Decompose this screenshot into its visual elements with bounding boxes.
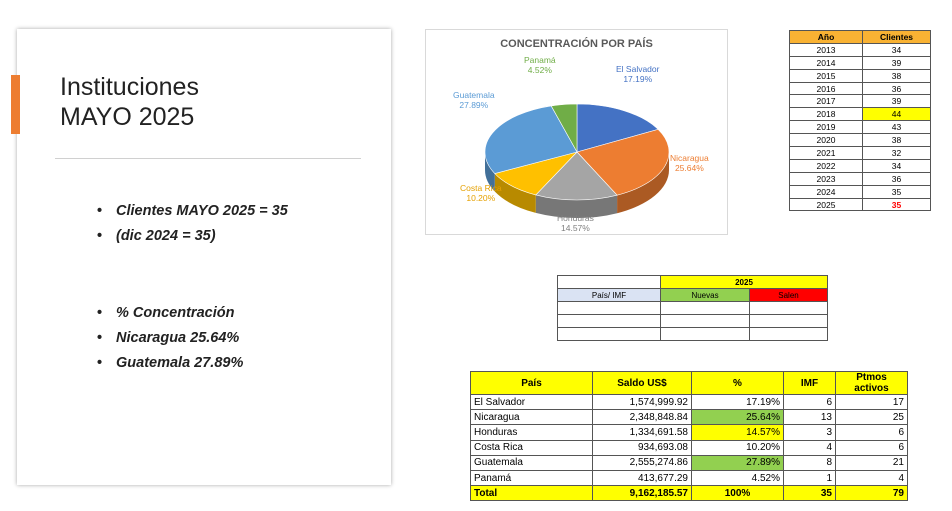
bullet-list-clients — [97, 203, 288, 253]
clients-cell: 38 — [863, 69, 931, 82]
table-row — [790, 172, 931, 185]
title-line-2: MAYO 2025 — [60, 103, 195, 131]
ptmos-cell: 6 — [836, 440, 908, 455]
pct-cell: 25.64% — [692, 410, 784, 425]
accent-bar — [11, 75, 20, 134]
saldo-cell: 2,555,274.86 — [593, 455, 692, 470]
saldo-cell: 1,574,999.92 — [593, 395, 692, 410]
table-row — [471, 425, 908, 440]
country-cell: El Salvador — [471, 395, 593, 410]
saldo-cell: 934,693.08 — [593, 440, 692, 455]
table-row — [558, 302, 828, 315]
year-cell: 2017 — [790, 95, 863, 108]
year-cell: 2019 — [790, 121, 863, 134]
pie-chart — [425, 29, 728, 235]
pie-label-costa-rica: Costa Rica 10.20% — [460, 183, 502, 203]
table-row — [558, 276, 828, 289]
table-row — [790, 147, 931, 160]
saldo-cell: 413,677.29 — [593, 470, 692, 485]
title-divider — [55, 158, 361, 159]
country-balance-table — [470, 371, 908, 501]
table-header-row — [790, 31, 931, 44]
table-row — [471, 395, 908, 410]
clients-cell: 34 — [863, 159, 931, 172]
imf-cell: 6 — [784, 395, 836, 410]
year-table-body — [790, 43, 931, 211]
imf-cell: 1 — [784, 470, 836, 485]
table-row — [790, 82, 931, 95]
column-header-salen: Salen — [750, 289, 828, 302]
total-label: Total — [471, 486, 593, 501]
column-header-pct: % — [692, 372, 784, 395]
pie-label-panama: Panamá 4.52% — [524, 55, 556, 75]
year-cell: 2020 — [790, 134, 863, 147]
column-header-year: Año — [790, 31, 863, 44]
total-imf: 35 — [784, 486, 836, 501]
clients-cell: 39 — [863, 56, 931, 69]
year-cell: 2013 — [790, 43, 863, 56]
clients-cell: 44 — [863, 108, 931, 121]
pct-cell: 14.57% — [692, 425, 784, 440]
imf-cell: 8 — [784, 455, 836, 470]
clients-cell: 36 — [863, 82, 931, 95]
table-row — [790, 121, 931, 134]
clients-cell: 39 — [863, 95, 931, 108]
year-cell: 2016 — [790, 82, 863, 95]
country-table-body — [471, 395, 908, 486]
country-cell: Guatemala — [471, 455, 593, 470]
bullet-list-concentration — [97, 305, 243, 380]
ptmos-cell: 17 — [836, 395, 908, 410]
pie-svg — [426, 30, 729, 236]
pie-label-el-salvador: El Salvador 17.19% — [616, 64, 660, 84]
year-header: 2025 — [661, 276, 828, 289]
country-cell: Panamá — [471, 470, 593, 485]
pie-label-nicaragua: Nicaragua 25.64% — [670, 153, 709, 173]
table-row — [558, 315, 828, 328]
table-row — [471, 440, 908, 455]
table-header-row — [558, 289, 828, 302]
column-header-saldo: Saldo US$ — [593, 372, 692, 395]
pct-cell: 10.20% — [692, 440, 784, 455]
table-row — [790, 56, 931, 69]
total-pct: 100% — [692, 486, 784, 501]
new-leaving-table — [557, 275, 828, 341]
clients-by-year-table — [789, 30, 931, 211]
table-row — [790, 198, 931, 211]
year-cell: 2023 — [790, 172, 863, 185]
clients-cell: 35 — [863, 198, 931, 211]
clients-cell: 43 — [863, 121, 931, 134]
ptmos-cell: 25 — [836, 410, 908, 425]
pct-cell: 4.52% — [692, 470, 784, 485]
year-cell: 2015 — [790, 69, 863, 82]
country-cell: Honduras — [471, 425, 593, 440]
bullet-item: • Guatemala 27.89% — [97, 355, 243, 380]
title-line-1: Instituciones — [60, 73, 199, 101]
imf-cell: 3 — [784, 425, 836, 440]
bullet-item: • Clientes MAYO 2025 = 35 — [97, 203, 288, 228]
table-row — [471, 470, 908, 485]
year-cell: 2024 — [790, 185, 863, 198]
ptmos-cell: 4 — [836, 470, 908, 485]
table-row — [790, 95, 931, 108]
table-row — [790, 43, 931, 56]
table-row — [790, 185, 931, 198]
clients-cell: 38 — [863, 134, 931, 147]
pie-label-honduras: Honduras 14.57% — [557, 213, 594, 233]
clients-cell: 34 — [863, 43, 931, 56]
bullet-item: • Nicaragua 25.64% — [97, 330, 243, 355]
year-cell: 2014 — [790, 56, 863, 69]
table-row — [790, 134, 931, 147]
pie-label-guatemala: Guatemala 27.89% — [453, 90, 495, 110]
total-saldo: 9,162,185.57 — [593, 486, 692, 501]
year-cell: 2018 — [790, 108, 863, 121]
column-header-ptmos: Ptmos activos — [836, 372, 908, 395]
column-header-pais: País — [471, 372, 593, 395]
table-row — [471, 455, 908, 470]
clients-cell: 32 — [863, 147, 931, 160]
year-cell: 2022 — [790, 159, 863, 172]
imf-cell: 4 — [784, 440, 836, 455]
column-header-pais-imf: País/ IMF — [558, 289, 661, 302]
column-header-imf: IMF — [784, 372, 836, 395]
saldo-cell: 2,348,848.84 — [593, 410, 692, 425]
ptmos-cell: 6 — [836, 425, 908, 440]
total-ptmos: 79 — [836, 486, 908, 501]
ptmos-cell: 21 — [836, 455, 908, 470]
table-row — [790, 159, 931, 172]
year-cell: 2025 — [790, 198, 863, 211]
imf-cell: 13 — [784, 410, 836, 425]
bullet-item: • % Concentración — [97, 305, 243, 330]
country-cell: Nicaragua — [471, 410, 593, 425]
table-row — [558, 328, 828, 341]
table-row — [790, 108, 931, 121]
table-header-row — [471, 372, 908, 395]
clients-cell: 36 — [863, 172, 931, 185]
pct-cell: 27.89% — [692, 455, 784, 470]
saldo-cell: 1,334,691.58 — [593, 425, 692, 440]
column-header-clients: Clientes — [863, 31, 931, 44]
table-row — [471, 410, 908, 425]
table-row — [790, 69, 931, 82]
year-cell: 2021 — [790, 147, 863, 160]
bullet-item: • (dic 2024 = 35) — [97, 228, 288, 253]
column-header-nuevas: Nuevas — [661, 289, 750, 302]
table-total-row — [471, 486, 908, 501]
pct-cell: 17.19% — [692, 395, 784, 410]
country-cell: Costa Rica — [471, 440, 593, 455]
slide-title — [60, 72, 199, 132]
chart-title: CONCENTRACIÓN POR PAÍS — [500, 38, 653, 50]
clients-cell: 35 — [863, 185, 931, 198]
